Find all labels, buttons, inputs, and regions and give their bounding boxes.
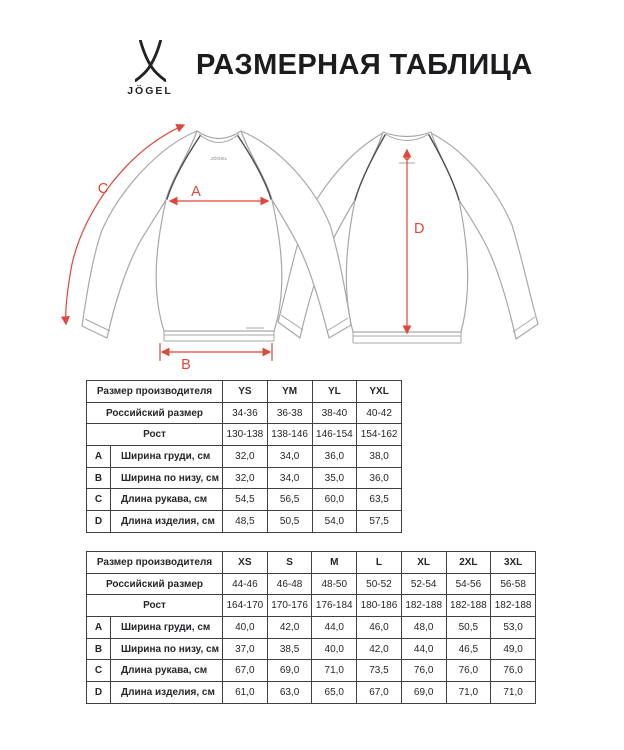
measure-value-cell: 32,0 <box>223 446 268 468</box>
garment-diagram <box>40 118 580 370</box>
measure-value-cell: 54,0 <box>312 511 357 533</box>
header-row-label: Размер производителя <box>87 381 223 403</box>
measure-key-cell: B <box>87 467 111 489</box>
header-value-cell: 34-36 <box>223 402 268 424</box>
measure-value-cell: 63,5 <box>357 489 402 511</box>
header-row <box>87 552 536 574</box>
header-value-cell: 164-170 <box>223 595 268 617</box>
measure-value-cell: 38,0 <box>357 446 402 468</box>
measure-value-cell: 71,0 <box>491 682 536 704</box>
measure-key-cell: B <box>87 638 111 660</box>
measure-label-cell: Ширина груди, см <box>111 617 223 639</box>
measure-value-cell: 56,5 <box>267 489 312 511</box>
measure-row <box>87 638 536 660</box>
header-row-label: Рост <box>87 595 223 617</box>
measure-label-cell: Ширина по низу, см <box>111 467 223 489</box>
size-code-cell: S <box>267 552 312 574</box>
measure-value-cell: 50,5 <box>446 617 491 639</box>
header-row-label: Российский размер <box>87 402 223 424</box>
measure-value-cell: 71,0 <box>446 682 491 704</box>
measure-value-cell: 37,0 <box>223 638 268 660</box>
size-code-cell: YXL <box>357 381 402 403</box>
header-value-cell: 182-188 <box>446 595 491 617</box>
measure-value-cell: 60,0 <box>312 489 357 511</box>
chest-logo-text: JÖGEL <box>210 156 228 161</box>
size-code-cell: M <box>312 552 357 574</box>
header-value-cell: 40-42 <box>357 402 402 424</box>
measure-value-cell: 54,5 <box>223 489 268 511</box>
measure-label-cell: Длина рукава, см <box>111 489 223 511</box>
measure-value-cell: 35,0 <box>312 467 357 489</box>
measure-label-cell: Длина рукава, см <box>111 660 223 682</box>
measure-value-cell: 57,5 <box>357 511 402 533</box>
front-hem-band <box>164 331 274 341</box>
header-row <box>87 402 402 424</box>
measure-value-cell: 32,0 <box>223 467 268 489</box>
measure-value-cell: 38,5 <box>267 638 312 660</box>
header-value-cell: 36-38 <box>267 402 312 424</box>
measure-row <box>87 617 536 639</box>
size-code-cell: XL <box>401 552 446 574</box>
size-code-cell: 3XL <box>491 552 536 574</box>
measure-value-cell: 46,0 <box>357 617 402 639</box>
header-value-cell: 182-188 <box>401 595 446 617</box>
brand-name: JÖGEL <box>127 85 173 97</box>
size-table-adult <box>86 551 536 704</box>
header-row <box>87 573 536 595</box>
measure-value-cell: 73,5 <box>357 660 402 682</box>
measure-value-cell: 48,5 <box>223 511 268 533</box>
measure-label-cell: Ширина груди, см <box>111 446 223 468</box>
measure-value-cell: 42,0 <box>267 617 312 639</box>
header-value-cell: 130-138 <box>223 424 268 446</box>
measure-value-cell: 46,5 <box>446 638 491 660</box>
header-value-cell: 38-40 <box>312 402 357 424</box>
measure-key-cell: C <box>87 660 111 682</box>
size-code-cell: 2XL <box>446 552 491 574</box>
header-row <box>87 424 402 446</box>
measure-row <box>87 660 536 682</box>
garment-diagram-svg <box>40 118 580 370</box>
measure-value-cell: 76,0 <box>401 660 446 682</box>
measure-key-cell: A <box>87 446 111 468</box>
measure-value-cell: 69,0 <box>401 682 446 704</box>
back-hem-band <box>353 332 461 343</box>
header-value-cell: 146-154 <box>312 424 357 446</box>
header-value-cell: 52-54 <box>401 573 446 595</box>
measure-value-cell: 34,0 <box>267 446 312 468</box>
brand-logo <box>116 40 184 97</box>
header-value-cell: 44-46 <box>223 573 268 595</box>
sleeve-length-label: C <box>97 181 109 197</box>
size-code-cell: YS <box>223 381 268 403</box>
page-title: РАЗМЕРНАЯ ТАБЛИЦА <box>196 49 533 81</box>
header-value-cell: 50-52 <box>357 573 402 595</box>
size-code-cell: L <box>357 552 402 574</box>
measure-value-cell: 69,0 <box>267 660 312 682</box>
shirt-front-view <box>82 131 351 341</box>
header-value-cell: 138-146 <box>267 424 312 446</box>
measure-value-cell: 44,0 <box>401 638 446 660</box>
measure-value-cell: 76,0 <box>491 660 536 682</box>
header-value-cell: 170-176 <box>267 595 312 617</box>
measure-row <box>87 467 402 489</box>
measure-value-cell: 40,0 <box>223 617 268 639</box>
measure-key-cell: C <box>87 489 111 511</box>
measure-value-cell: 50,5 <box>267 511 312 533</box>
header-value-cell: 48-50 <box>312 573 357 595</box>
measure-value-cell: 49,0 <box>491 638 536 660</box>
measure-value-cell: 44,0 <box>312 617 357 639</box>
chest-width-label: A <box>191 184 201 200</box>
header-row <box>87 381 402 403</box>
measure-value-cell: 67,0 <box>357 682 402 704</box>
measure-label-cell: Длина изделия, см <box>111 511 223 533</box>
measure-value-cell: 34,0 <box>267 467 312 489</box>
measure-value-cell: 36,0 <box>312 446 357 468</box>
measure-row <box>87 682 536 704</box>
measure-key-cell: A <box>87 617 111 639</box>
measure-value-cell: 48,0 <box>401 617 446 639</box>
garment-length-label: D <box>414 221 425 237</box>
measure-label-cell: Ширина по низу, см <box>111 638 223 660</box>
measure-value-cell: 61,0 <box>223 682 268 704</box>
measure-value-cell: 40,0 <box>312 638 357 660</box>
header-value-cell: 176-184 <box>312 595 357 617</box>
bottom-width-label: B <box>181 357 191 370</box>
brand-logo-icon <box>135 40 166 82</box>
header-value-cell: 154-162 <box>357 424 402 446</box>
size-code-cell: XS <box>223 552 268 574</box>
measure-value-cell: 65,0 <box>312 682 357 704</box>
header-value-cell: 182-188 <box>491 595 536 617</box>
header-row-label: Российский размер <box>87 573 223 595</box>
measure-value-cell: 63,0 <box>267 682 312 704</box>
header-row-label: Размер производителя <box>87 552 223 574</box>
measure-value-cell: 42,0 <box>357 638 402 660</box>
size-code-cell: YM <box>267 381 312 403</box>
measure-row <box>87 511 402 533</box>
measure-key-cell: D <box>87 511 111 533</box>
measure-key-cell: D <box>87 682 111 704</box>
measure-value-cell: 67,0 <box>223 660 268 682</box>
header-value-cell: 56-58 <box>491 573 536 595</box>
measure-row <box>87 489 402 511</box>
size-table-youth <box>86 380 402 533</box>
measure-value-cell: 36,0 <box>357 467 402 489</box>
header-value-cell: 46-48 <box>267 573 312 595</box>
measure-value-cell: 53,0 <box>491 617 536 639</box>
measure-value-cell: 76,0 <box>446 660 491 682</box>
header-row-label: Рост <box>87 424 223 446</box>
size-code-cell: YL <box>312 381 357 403</box>
header-row <box>87 595 536 617</box>
measure-value-cell: 71,0 <box>312 660 357 682</box>
measure-label-cell: Длина изделия, см <box>111 682 223 704</box>
header-value-cell: 54-56 <box>446 573 491 595</box>
header-value-cell: 180-186 <box>357 595 402 617</box>
measure-row <box>87 446 402 468</box>
